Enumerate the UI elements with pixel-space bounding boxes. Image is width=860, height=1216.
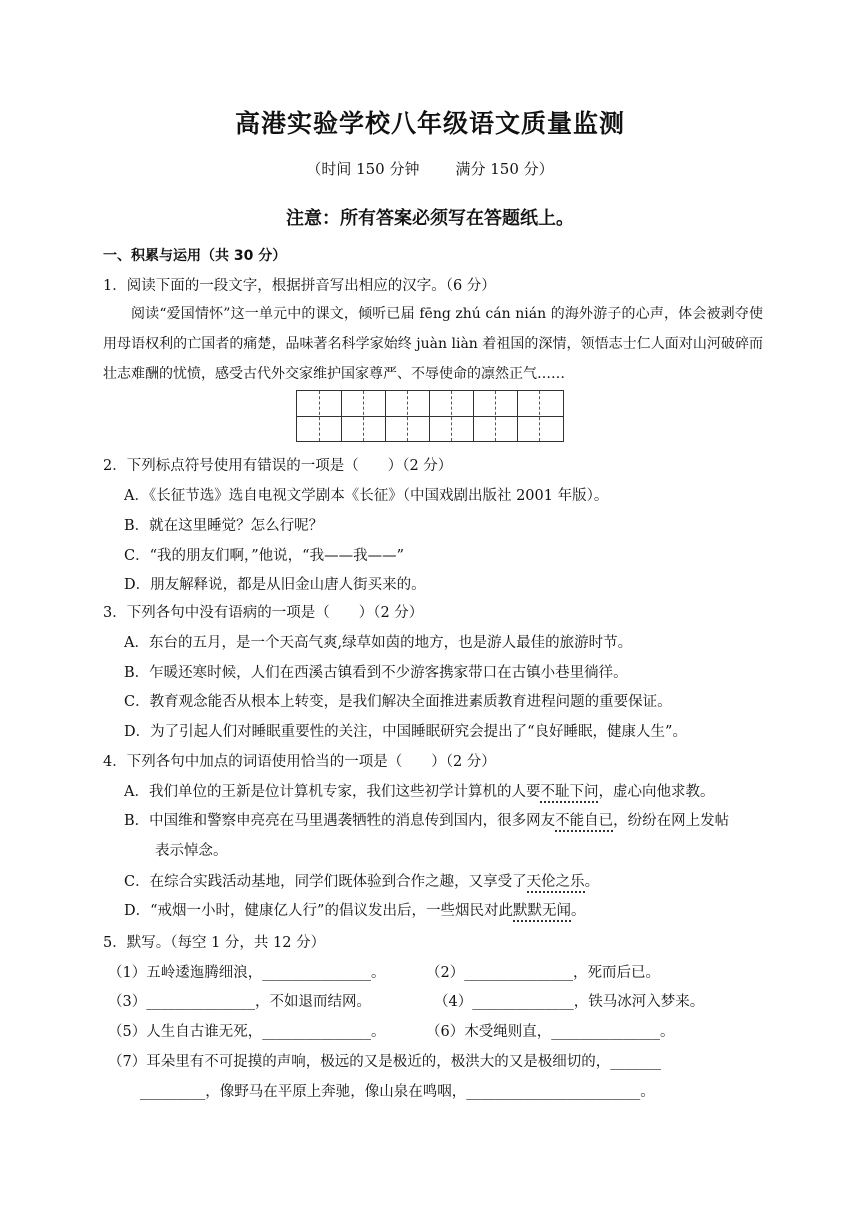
notice: 注意：所有答案必须写在答题纸上。 [286,208,574,229]
exam-score: 满分 150 分） [455,160,554,178]
q4-c-text: C．在综合实践活动基地，同学们既体验到合作之趣，又享受了 [124,874,527,890]
q5-item-2: （2）_______________，死而后已。 [426,965,660,981]
q4-a-text-end: ，虚心向他求教。 [598,784,715,800]
q5-item-4: （4）______________，铁马冰河入梦来。 [434,994,705,1010]
q4-d-text: D．“戒烟一小时，健康亿人行”的倡议发出后，一些烟民对此 [124,903,513,919]
q2-option-a: A．《长征节选》选自电视文学剧本《长征》（中国戏剧出版社 2001 年版）。 [124,488,609,504]
q5-item-5: （5）人生自古谁无死，_______________。 [108,1024,386,1040]
q1-passage: 阅读“爱国情怀”这一单元中的课文，倾听已届 fēng zhú cán nián 的海外游子的心声，体会被剥夺使用母语权利的亡国者的痛楚，品味著名科学家始终 juàn liàn 着祖国的深情，领悟志士仁人面对山河破碎而壮志难酬的忧愤，感受古代外交家维护国家尊严、不辱使命的凛然正气…… [103,306,763,382]
q2-option-b: B．就在这里睡觉？怎么行呢？ [124,518,324,534]
q5-item-7: （7）耳朵里有不可捉摸的声响，极远的又是极近的，极洪大的又是极细切的，_______ [108,1054,661,1070]
q4-d-dotted-term: 默默无闻 [513,903,571,922]
q2-option-d: D．朋友解释说，都是从旧金山唐人街买来的。 [124,577,426,593]
q4-a-text: A．我们单位的王新是位计算机专家，我们这些初学计算机的人要 [124,784,541,800]
q5-item-7-cont: _________，像野马在平原上奔驰，像山泉在鸣咽，________________________。 [140,1084,655,1100]
q5-item-3: （3）_______________，不如退而结网。 [108,994,371,1010]
q4-a-dotted-term: 不耻下问 [540,784,598,803]
page-title: 高港实验学校八年级语文质量监测 [234,109,625,138]
q4-option-d [124,899,585,920]
q5-stem: 5．默写。（每空 1 分，共 12 分） [103,935,326,951]
q4-b-dotted-term: 不能自已 [555,813,613,832]
answer-grid [296,390,564,442]
q4-option-b [124,809,729,830]
q4-d-text-end: 。 [570,903,586,919]
q4-b-text: B．中国维和警察申亮亮在马里遇袭牺牲的消息传到国内，很多网友 [124,813,556,829]
q1-stem: 1．阅读下面的一段文字，根据拼音写出相应的汉字。（6 分） [103,278,496,294]
q4-c-dotted-term: 天伦之乐 [527,874,585,893]
q4-b-text-end: ，纷纷在网上发帖 [613,813,730,829]
q2-option-c: C．“我的朋友们啊，”他说，“我——我——” [124,548,404,564]
q5-item-1: （1）五岭逶迤腾细浪，_______________。 [108,965,386,981]
exam-meta [0,158,860,179]
q4-stem: 4．下列各句中加点的词语使用恰当的一项是（ ）（2 分） [103,754,496,770]
exam-time: （时间 150 分钟 [306,160,420,178]
q4-option-c [124,870,599,891]
q3-stem: 3．下列各句中没有语病的一项是（ ）（2 分） [103,605,424,621]
q2-stem: 2．下列标点符号使用有错误的一项是（ ）（2 分） [103,458,453,474]
section-heading: 一、积累与运用（共 30 分） [103,248,287,264]
q4-option-a [124,780,714,801]
q3-option-c: C．教育观念能否从根本上转变，是我们解决全面推进素质教育进程问题的重要保证。 [124,694,672,710]
q3-option-a: A．东台的五月，是一个天高气爽,绿草如茵的地方，也是游人最佳的旅游时节。 [124,635,633,651]
q4-option-b-cont: 表示悼念。 [155,843,228,859]
q3-option-d: D．为了引起人们对睡眠重要性的关注，中国睡眠研究会提出了“良好睡眠，健康人生”。 [124,724,687,740]
q5-item-6: （6）木受绳则直，_______________。 [426,1024,675,1040]
q4-c-text-end: 。 [584,874,600,890]
q3-option-b: B．乍暖还寒时候，人们在西溪古镇看到不少游客携家带口在古镇小巷里徜徉。 [124,665,628,681]
